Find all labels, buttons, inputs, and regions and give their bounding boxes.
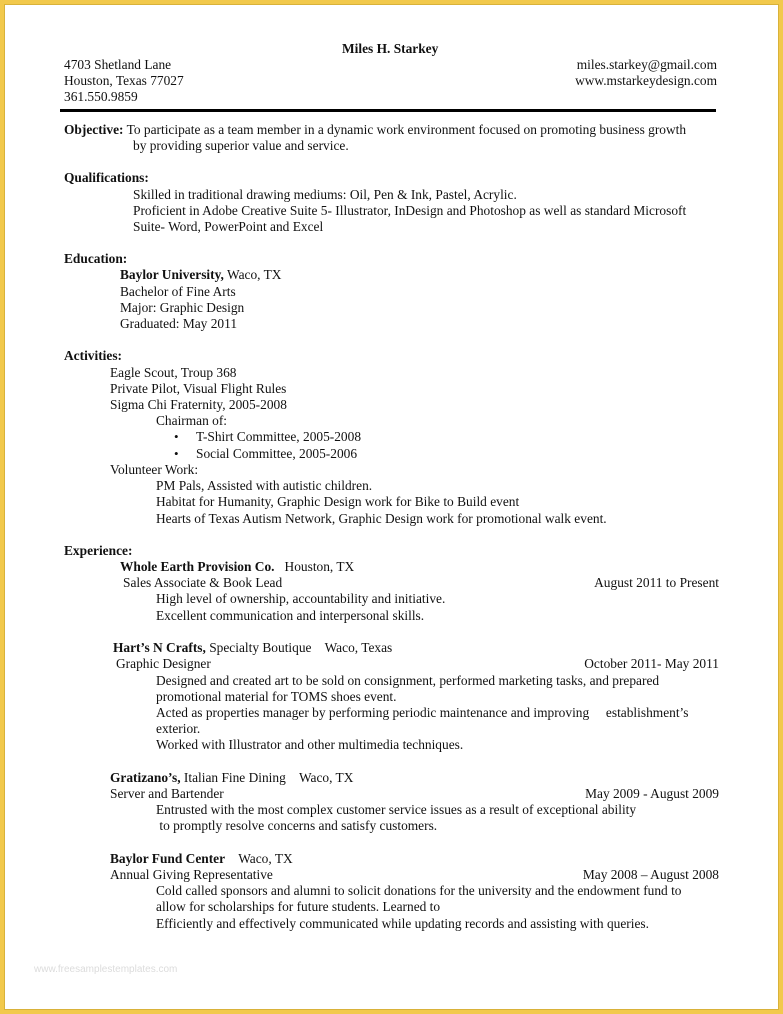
watermark: www.freesamplestemplates.com bbox=[34, 964, 178, 975]
committee-item: T-Shirt Committee, 2005-2008 bbox=[196, 429, 362, 444]
job-detail: allow for scholarships for future students. Learned to bbox=[156, 899, 441, 914]
address-line-1: 4703 Shetland Lane bbox=[64, 57, 172, 72]
job-detail: exterior. bbox=[156, 721, 201, 736]
job-employer-line bbox=[120, 559, 354, 575]
education-school-line bbox=[120, 267, 281, 283]
qualification-line: Skilled in traditional drawing mediums: Oil, Pen & Ink, Pastel, Acrylic. bbox=[133, 187, 517, 202]
job-dates: May 2008 – August 2008 bbox=[582, 867, 719, 882]
job-dates: May 2009 - August 2009 bbox=[585, 786, 719, 801]
volunteer-item: Hearts of Texas Autism Network, Graphic Design work for promotional walk event. bbox=[156, 511, 607, 526]
job-employer: Whole Earth Provision Co. bbox=[120, 559, 275, 574]
job-title: Graphic Designer bbox=[116, 656, 211, 671]
objective-heading: Objective: bbox=[64, 122, 124, 137]
address-line-2: Houston, Texas 77027 bbox=[64, 73, 184, 88]
job-detail: Efficiently and effectively communicated while updating records and assisting with queries. bbox=[156, 916, 649, 931]
graduation-date: Graduated: May 2011 bbox=[120, 316, 238, 331]
job-title: Annual Giving Representative bbox=[110, 867, 273, 882]
job-employer: Gratizano’s, bbox=[110, 770, 181, 785]
qualifications-heading: Qualifications: bbox=[64, 170, 149, 185]
job-employer-line bbox=[113, 640, 392, 656]
job-detail: Entrusted with the most complex customer service issues as a result of exceptional ability bbox=[156, 802, 637, 817]
job-employer: Baylor Fund Center bbox=[110, 851, 226, 866]
objective-text: To participate as a team member in a dynamic work environment focused on promoting business growth bbox=[126, 122, 687, 137]
job-location: Specialty Boutique Waco, Texas bbox=[205, 640, 393, 655]
job-title: Server and Bartender bbox=[110, 786, 224, 801]
qualification-line: Suite- Word, PowerPoint and Excel bbox=[133, 219, 324, 234]
header-divider bbox=[60, 109, 716, 112]
job-employer-line bbox=[110, 851, 293, 867]
school-location: Waco, TX bbox=[223, 267, 282, 282]
job-dates: October 2011- May 2011 bbox=[584, 656, 719, 671]
job-detail: to promptly resolve concerns and satisfy customers. bbox=[156, 818, 438, 833]
job-employer: Hart’s N Crafts, bbox=[113, 640, 206, 655]
activity-pilot: Private Pilot, Visual Flight Rules bbox=[110, 381, 287, 396]
objective-line-2: by providing superior value and service. bbox=[133, 138, 349, 153]
qualification-line: Proficient in Adobe Creative Suite 5- Illustrator, InDesign and Photoshop as well as standard Microsoft bbox=[133, 203, 687, 218]
job-location: Waco, TX bbox=[225, 851, 293, 866]
school-name: Baylor University, bbox=[120, 267, 224, 282]
job-employer-line bbox=[110, 770, 353, 786]
chairman-label: Chairman of: bbox=[156, 413, 228, 428]
website-url: www.mstarkeydesign.com bbox=[575, 73, 717, 88]
volunteer-label: Volunteer Work: bbox=[110, 462, 199, 477]
job-detail: Designed and created art to be sold on consignment, performed marketing tasks, and prepared bbox=[156, 673, 660, 688]
major: Major: Graphic Design bbox=[120, 300, 245, 315]
email-address: miles.starkey@gmail.com bbox=[576, 57, 717, 72]
bullet-icon: • bbox=[174, 446, 179, 461]
activity-fraternity: Sigma Chi Fraternity, 2005-2008 bbox=[110, 397, 287, 412]
activities-heading: Activities: bbox=[64, 348, 123, 363]
job-detail: promotional material for TOMS shoes event. bbox=[156, 689, 397, 704]
volunteer-item: Habitat for Humanity, Graphic Design work for Bike to Build event bbox=[156, 494, 520, 509]
experience-heading: Experience: bbox=[64, 543, 133, 558]
job-detail: Cold called sponsors and alumni to solicit donations for the university and the endowment fund to bbox=[156, 883, 682, 898]
degree: Bachelor of Fine Arts bbox=[120, 284, 236, 299]
job-title: Sales Associate & Book Lead bbox=[123, 575, 283, 590]
job-detail: High level of ownership, accountability and initiative. bbox=[156, 591, 446, 606]
candidate-name: Miles H. Starkey bbox=[342, 41, 439, 56]
objective-line-1 bbox=[64, 122, 686, 138]
job-dates: August 2011 to Present bbox=[594, 575, 719, 590]
job-location: Houston, TX bbox=[274, 559, 355, 574]
volunteer-item: PM Pals, Assisted with autistic children. bbox=[156, 478, 373, 493]
committee-item: Social Committee, 2005-2006 bbox=[196, 446, 358, 461]
activity-scout: Eagle Scout, Troup 368 bbox=[110, 365, 237, 380]
bullet-icon: • bbox=[174, 429, 179, 444]
job-location: Italian Fine Dining Waco, TX bbox=[180, 770, 354, 785]
education-heading: Education: bbox=[64, 251, 128, 266]
job-detail: Worked with Illustrator and other multimedia techniques. bbox=[156, 737, 464, 752]
job-detail: Acted as properties manager by performing periodic maintenance and improving establishment’s bbox=[156, 705, 689, 720]
job-detail: Excellent communication and interpersonal skills. bbox=[156, 608, 425, 623]
phone-number: 361.550.9859 bbox=[64, 89, 138, 104]
